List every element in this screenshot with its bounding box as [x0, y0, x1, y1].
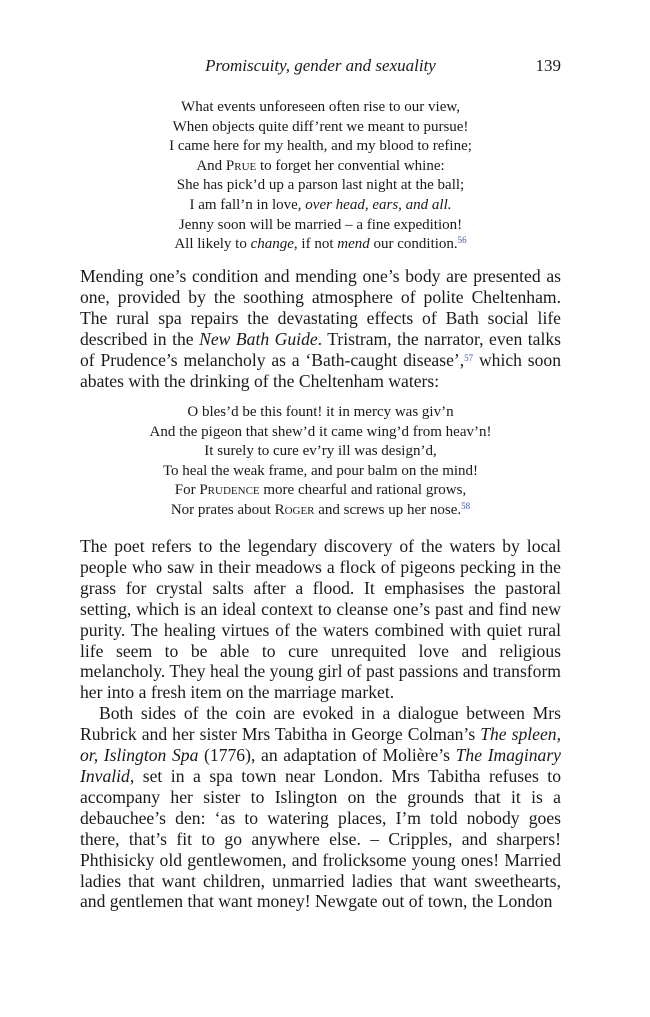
page-number: 139	[535, 56, 561, 75]
running-header	[80, 56, 561, 80]
italic-title: The Imaginary Invalid	[80, 745, 561, 786]
body-text-1	[80, 266, 561, 391]
italic-title: New Bath Guide	[199, 328, 318, 349]
italic-text: over head, ears, and all.	[305, 196, 452, 213]
verse-line: And Prue to forget her convential whine:	[196, 157, 445, 174]
italic-title: The spleen, or, Islington Spa	[80, 724, 561, 766]
footnote-ref-58[interactable]: 58	[461, 500, 471, 511]
verse-line: Nor prates about Roger and screws up her nose.$^{58}$	[170, 500, 471, 518]
verse-quotation-1	[80, 98, 561, 255]
small-caps-name: Roger	[274, 501, 315, 518]
footnote-ref-56[interactable]: 56	[457, 235, 467, 246]
running-title: Promiscuity, gender and sexuality	[205, 56, 436, 75]
verse-line: She has pick’d up a parson last night at the ball;	[176, 177, 465, 194]
verse-line: I came here for my health, and my blood to refine;	[169, 138, 472, 155]
verse-line: O bles’d be this fount! it in mercy was giv’n	[187, 404, 454, 420]
verse-line: And the pigeon that shew’d it came wing’d from heav’n!	[149, 423, 492, 440]
paragraph: Both sides of the coin are evoked in a dialogue between Mrs Rubrick and her sister Mrs Tabitha in George Colman’s The spleen, or, Islington Spa (1776), an adaptation of Molière’s The Imaginary Invalid, set in a spa town near London. Mrs Tabitha refuses to accompany her sister to Islington on the grounds that it is a debauchee’s den: ‘as to watering places, I’m told nobody goes there, that’s fit to go anywhere else. – Cripples, and sharpers! Phthisicky old gentlewomen, and frolicksome young ones! Married ladies that want children, unmarried ladies that want sweethearts, and gentlemen that want money! Newgate out of town, the London	[80, 703, 561, 912]
small-caps-name: Prue	[225, 157, 257, 174]
verse-line: Jenny soon will be married – a fine expedition!	[178, 216, 463, 233]
paragraph: The poet refers to the legendary discovery of the waters by local people who saw in their meadows a flock of pigeons pecking in the grass for crystal salts after a flood. It emphasises the pastoral setting, which is an ideal context to cleanse one’s past and find new purity. The healing virtues of the waters combined with quiet rural life seem to be able to cure unrequited love and religious melancholy. They heal the young girl of past passions and transform her into a fresh item on the marriage market.	[80, 536, 561, 703]
footnote-ref-57[interactable]: 57	[464, 352, 474, 363]
verse-line: I am fall’n in love, over head, ears, and all.	[189, 196, 452, 213]
verse-line: What events unforeseen often rise to our view,	[181, 99, 460, 115]
verse-line: It surely to cure ev’ry ill was design’d,	[204, 443, 437, 460]
body-text-2	[80, 536, 561, 912]
verse-line: When objects quite diff’rent we meant to pursue!	[172, 118, 469, 135]
small-caps-name: Prudence	[199, 482, 260, 499]
verse-quotation-2	[80, 403, 561, 521]
paragraph: Mending one’s condition and mending one’s body are presented as one, provided by the soothing atmosphere of polite Cheltenham. The rural spa repairs the devastating effects of Bath social life described in the New Bath Guide. Tristram, the narrator, even talks of Prudence’s melancholy as a ‘Bath-caught disease’,$^{57}$ which soon abates with the drinking of the Cheltenham waters:	[80, 266, 561, 391]
verse-line: For Prudence more chearful and rational grows,	[174, 482, 467, 499]
verse-line: To heal the weak frame, and pour balm on the mind!	[162, 462, 479, 479]
verse-line: All likely to change, if not mend our condition.$^{56}$	[174, 235, 467, 253]
